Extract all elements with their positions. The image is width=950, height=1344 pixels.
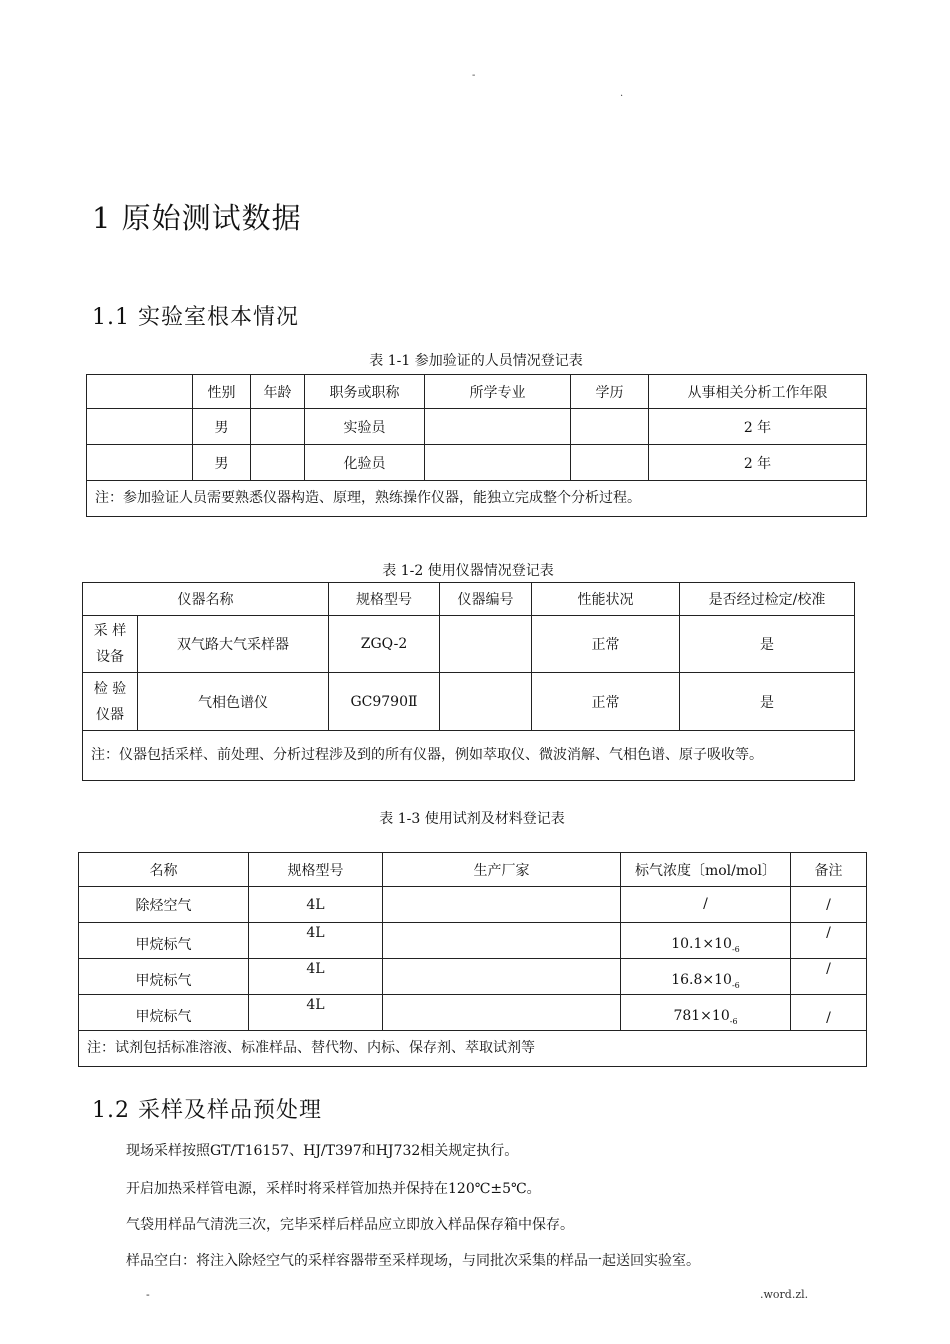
header-cell: 职务或职称 (305, 375, 425, 409)
table-cell-category: 检 验 仪器 (83, 673, 138, 731)
paragraph: 样品空白：将注入除烃空气的采样容器带至采样现场，与同批次采集的样品一起送回实验室。 (126, 1253, 700, 1269)
table-row (79, 959, 867, 995)
header-cell: 规格型号 (249, 853, 383, 887)
table-cell-concentration: $10.1\times 10_{-6}$ (621, 923, 791, 959)
table-note-row (79, 1031, 867, 1067)
header-cell: 性能状况 (532, 583, 680, 616)
table-cell: 化验员 (305, 445, 425, 481)
table-cell (87, 445, 193, 481)
table-note-row (83, 731, 855, 781)
table-cell: 甲烷标气 (79, 959, 249, 995)
personnel-table (86, 374, 867, 517)
table-cell: 2 年 (649, 409, 867, 445)
table-cell: 4L (249, 959, 383, 995)
table-cell (251, 445, 305, 481)
table-cell: / (791, 995, 867, 1031)
reagent-table (78, 852, 867, 1067)
table-cell (383, 923, 621, 959)
table-cell: 是 (680, 616, 855, 673)
table-cell: 4L (249, 887, 383, 923)
header-cell: 名称 (79, 853, 249, 887)
header-cell: 规格型号 (329, 583, 440, 616)
table-cell: 除烃空气 (79, 887, 249, 923)
paragraph: 气袋用样品气清洗三次，完毕采样后样品应立即放入样品保存箱中保存。 (126, 1217, 574, 1233)
table-cell-concentration: $781\times 10_{-6}$ (621, 995, 791, 1031)
table-cell (383, 887, 621, 923)
table-cell (425, 445, 571, 481)
header-cell: 仪器编号 (440, 583, 532, 616)
table-note-row (87, 481, 867, 517)
header-cell: 从事相关分析工作年限 (649, 375, 867, 409)
table-row (87, 409, 867, 445)
table-cell (440, 673, 532, 731)
table-cell: 双气路大气采样器 (138, 616, 329, 673)
footer-right-mark: .word.zl. (760, 1288, 809, 1301)
header-cell: 学历 (571, 375, 649, 409)
section-heading-1-1: 1.1 实验室根本情况 (92, 305, 299, 330)
table-cell-concentration: $16.8\times 10_{-6}$ (621, 959, 791, 995)
table-header-row (83, 583, 855, 616)
table-cell: 甲烷标气 (79, 995, 249, 1031)
table-cell: 是 (680, 673, 855, 731)
table-cell-concentration: / (621, 887, 791, 923)
table-cell: / (791, 959, 867, 995)
table-header-row (79, 853, 867, 887)
header-cell: 是否经过检定/校准 (680, 583, 855, 616)
table-cell: 4L (249, 995, 383, 1031)
table3-caption: 表 1-3 使用试剂及材料登记表 (379, 811, 565, 827)
table-cell: 2 年 (649, 445, 867, 481)
table-cell: 气相色谱仪 (138, 673, 329, 731)
table-cell (571, 445, 649, 481)
header-mark-right: . (620, 88, 624, 99)
table-cell: ZGQ-2 (329, 616, 440, 673)
table-header-row (87, 375, 867, 409)
table-cell: / (791, 923, 867, 959)
table-row (87, 445, 867, 481)
table-cell (383, 959, 621, 995)
table-cell-category: 采 样 设备 (83, 616, 138, 673)
header-cell (87, 375, 193, 409)
table-cell: / (791, 887, 867, 923)
section-heading-1-2: 1.2 采样及样品预处理 (92, 1098, 322, 1123)
table-row (79, 923, 867, 959)
header-cell: 标气浓度〔mol/mol〕 (621, 853, 791, 887)
header-cell: 性别 (193, 375, 251, 409)
table-cell: 4L (249, 923, 383, 959)
table1-caption: 表 1-1 参加验证的人员情况登记表 (369, 353, 583, 369)
table-cell (383, 995, 621, 1031)
header-mark-left: - (472, 70, 476, 81)
table-cell: 男 (193, 445, 251, 481)
table-cell: 男 (193, 409, 251, 445)
paragraph: 现场采样按照GT/T16157、HJ/T397和HJ732相关规定执行。 (126, 1143, 519, 1159)
header-cell: 生产厂家 (383, 853, 621, 887)
table-cell (87, 409, 193, 445)
table-cell: 正常 (532, 616, 680, 673)
paragraph: 开启加热采样管电源，采样时将采样管加热并保持在120℃±5℃。 (126, 1181, 541, 1197)
table-row (83, 673, 855, 731)
table2-note: 注：仪器包括采样、前处理、分析过程涉及到的所有仪器，例如萃取仪、微波消解、气相色谱、原子吸收等。 (83, 731, 855, 781)
table-cell: 甲烷标气 (79, 923, 249, 959)
table-row (79, 995, 867, 1031)
header-cell: 所学专业 (425, 375, 571, 409)
instrument-table (82, 582, 855, 781)
table-row (79, 887, 867, 923)
table-cell (571, 409, 649, 445)
table-cell: 实验员 (305, 409, 425, 445)
header-cell: 年龄 (251, 375, 305, 409)
header-cell: 仪器名称 (83, 583, 329, 616)
table-cell: GC9790Ⅱ (329, 673, 440, 731)
table-cell (251, 409, 305, 445)
table-cell (440, 616, 532, 673)
table-cell: 正常 (532, 673, 680, 731)
table2-caption: 表 1-2 使用仪器情况登记表 (382, 563, 554, 579)
page-title: 1 原始测试数据 (92, 201, 302, 235)
table-cell (425, 409, 571, 445)
table1-note: 注：参加验证人员需要熟悉仪器构造、原理，熟练操作仪器，能独立完成整个分析过程。 (87, 481, 867, 517)
header-cell: 备注 (791, 853, 867, 887)
table3-note: 注：试剂包括标准溶液、标准样品、替代物、内标、保存剂、萃取试剂等 (79, 1031, 867, 1067)
footer-left-mark: - (146, 1288, 150, 1301)
table-row (83, 616, 855, 673)
